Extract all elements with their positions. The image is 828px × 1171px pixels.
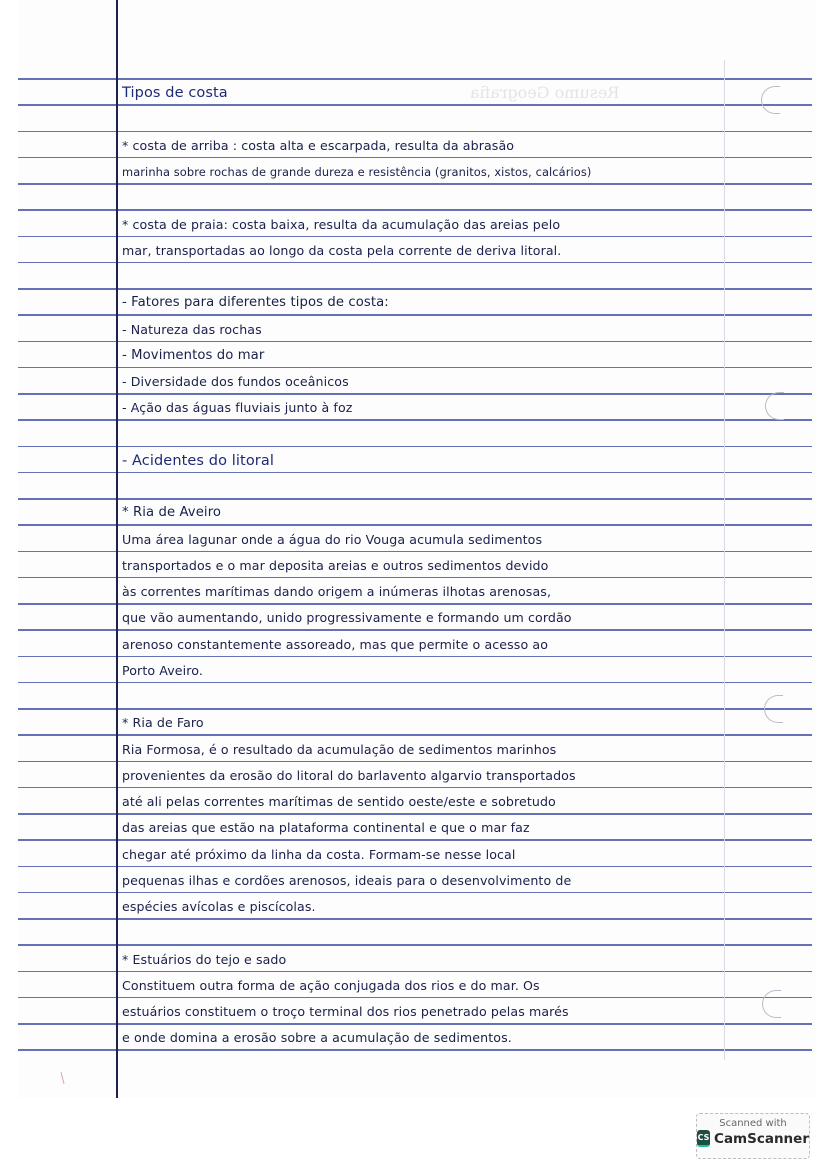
note-line: - Movimentos do mar <box>122 347 265 363</box>
ruled-line <box>18 682 812 684</box>
ruled-line <box>18 577 812 579</box>
note-line: Porto Aveiro. <box>122 662 203 678</box>
bleed-through-text: Resumo Geografia <box>470 83 620 102</box>
ruled-line <box>18 104 812 106</box>
note-line: Constituem outra forma de ação conjugada dos rios e do mar. Os <box>122 977 540 993</box>
ruled-line <box>18 839 812 841</box>
ruled-line <box>18 78 812 80</box>
ruled-line <box>18 314 812 316</box>
note-line: * costa de arriba : costa alta e escarpada, resulta da abrasão <box>122 137 515 153</box>
ruled-line <box>18 603 812 605</box>
ruled-line <box>18 997 812 999</box>
ruled-line <box>18 551 812 553</box>
note-line: às correntes marítimas dando origem a inúmeras ilhotas arenosas, <box>122 584 552 599</box>
watermark-brand: CamScanner <box>714 1130 809 1147</box>
note-line: que vão aumentando, unido progressivamente e formando um cordão <box>122 610 572 626</box>
note-line: mar, transportadas ao longo da costa pela corrente de deriva litoral. <box>122 242 562 258</box>
note-line: estuários constituem o troço terminal dos rios penetrado pelas marés <box>122 1004 569 1019</box>
ruled-line <box>18 446 812 448</box>
note-line: * Ria de Faro <box>122 715 204 731</box>
ruled-line <box>18 708 812 710</box>
note-line: transportados e o mar deposita areias e outros sedimentos devido <box>122 557 549 573</box>
ruled-line <box>18 761 812 763</box>
ruled-line <box>18 524 812 526</box>
note-line: - Ação das águas fluviais junto à foz <box>122 400 353 416</box>
note-line: - Acidentes do litoral <box>122 452 274 469</box>
ruled-line <box>18 157 812 159</box>
ruled-line <box>18 1049 812 1051</box>
margin-line <box>116 0 118 1098</box>
ruled-line <box>18 918 812 920</box>
ruled-line <box>18 944 812 946</box>
ruled-line <box>18 288 812 290</box>
note-line: pequenas ilhas e cordões arenosos, ideais para o desenvolvimento de <box>122 872 572 888</box>
note-line: chegar até próximo da linha da costa. Formam-se nesse local <box>122 846 516 862</box>
ruled-line <box>18 236 812 238</box>
ruled-line <box>18 629 812 631</box>
ruled-line <box>18 367 812 369</box>
note-line: marinha sobre rochas de grande dureza e resistência (granitos, xistos, calcários) <box>122 165 592 179</box>
ruled-line <box>18 656 812 658</box>
ruled-line <box>18 341 812 343</box>
note-line: espécies avícolas e piscícolas. <box>122 899 316 914</box>
ruled-line <box>18 419 812 421</box>
note-line: * Ria de Aveiro <box>122 505 222 521</box>
note-line: provenientes da erosão do litoral do barlavento algarvio transportados <box>122 767 576 783</box>
note-line: - Diversidade dos fundos oceânicos <box>122 374 349 389</box>
ruled-line <box>18 209 812 211</box>
note-line: - Natureza das rochas <box>122 321 262 337</box>
note-line: arenoso constantemente assoreado, mas que permite o acesso ao <box>122 636 549 652</box>
ruled-line <box>18 892 812 894</box>
ruled-line <box>18 131 812 133</box>
ruled-line <box>18 866 812 868</box>
note-line: Uma área lagunar onde a água do rio Vouga acumula sedimentos <box>122 531 543 547</box>
camscanner-watermark <box>696 1113 810 1159</box>
camscanner-logo-icon: CS <box>697 1130 710 1147</box>
note-line: das areias que estão na plataforma continental e que o mar faz <box>122 820 530 836</box>
ruled-line <box>18 393 812 395</box>
ruled-line <box>18 472 812 474</box>
ruled-line <box>18 183 812 185</box>
ruled-line <box>18 498 812 500</box>
note-line: até ali pelas correntes marítimas de sentido oeste/este e sobretudo <box>122 794 556 809</box>
page-title: Tipos de costa <box>122 85 228 102</box>
ruled-line <box>18 971 812 973</box>
note-line: * Estuários do tejo e sado <box>122 951 287 967</box>
ruled-line <box>18 734 812 736</box>
note-line: * costa de praia: costa baixa, resulta da acumulação das areias pelo <box>122 216 561 232</box>
ruled-line <box>18 787 812 789</box>
ruled-line <box>18 262 812 264</box>
note-line: - Fatores para diferentes tipos de costa: <box>122 295 389 311</box>
ruled-line <box>18 813 812 815</box>
watermark-caption: Scanned with <box>719 1118 787 1129</box>
note-line: e onde domina a erosão sobre a acumulação de sedimentos. <box>122 1030 512 1046</box>
note-line: Ria Formosa, é o resultado da acumulação de sedimentos marinhos <box>122 741 557 757</box>
ruled-line <box>18 1023 812 1025</box>
